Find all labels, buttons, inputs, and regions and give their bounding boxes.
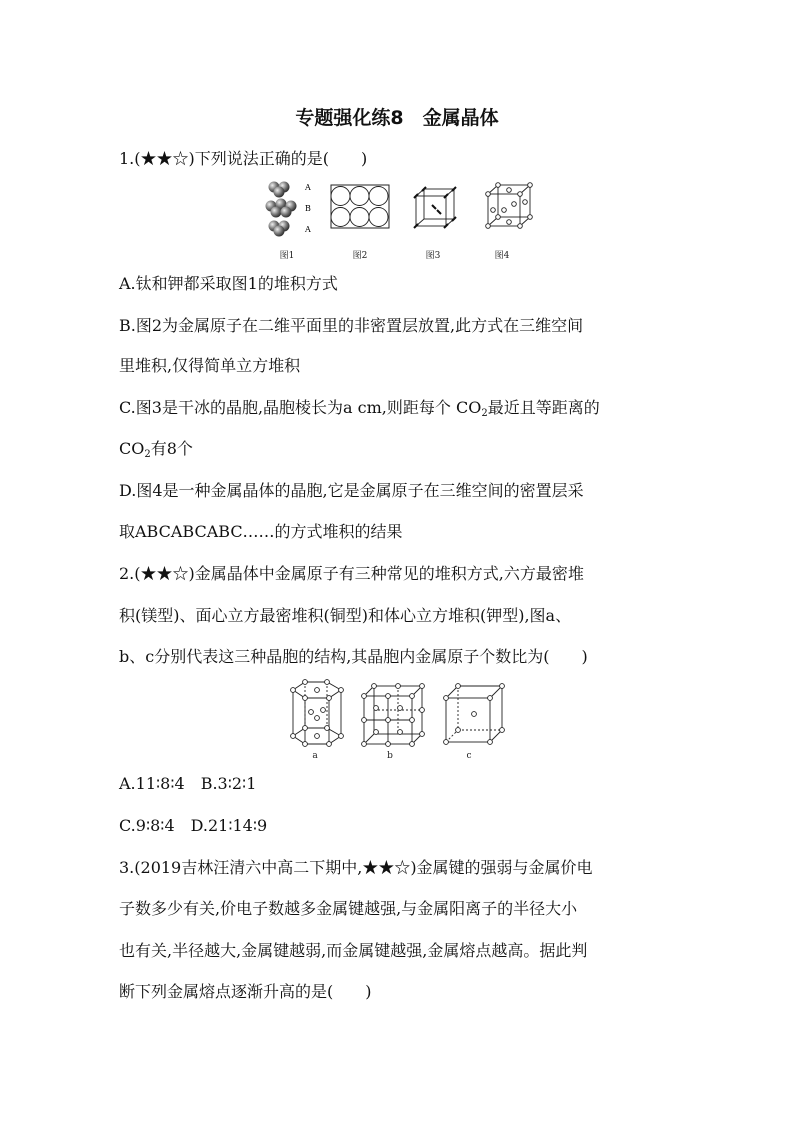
q2-figure-a-caption: a xyxy=(312,751,318,761)
q1-option-c-line2 xyxy=(119,437,193,467)
q1-figure-4 xyxy=(484,182,536,232)
sphere-layer-a-bottom xyxy=(269,221,290,237)
co2-subscript: 2 xyxy=(481,408,488,419)
option-c-line1-post: 最近且等距离的 xyxy=(487,398,600,417)
q1-figure-3 xyxy=(412,186,460,232)
q2-stem-line1: 2.(★★☆)金属晶体中金属原子有三种常见的堆积方式,六方最密堆 xyxy=(119,564,584,583)
page-title: 专题强化练8 金属晶体 xyxy=(295,107,499,129)
option-c-line1-pre: C.图3是干冰的晶胞,晶胞棱长为a cm,则距每个 CO xyxy=(119,398,482,417)
q2-stem-line2: 积(镁型)、面心立方最密堆积(铜型)和体心立方堆积(钾型),图a、 xyxy=(119,606,572,625)
q1-option-b-line2: 里堆积,仅得简单立方堆积 xyxy=(119,356,301,375)
q2-figure-a xyxy=(285,676,355,750)
q2-figure-b-caption: b xyxy=(387,751,393,761)
q3-stem-line1: 3.(2019吉林汪清六中高二下期中,★★☆)金属键的强弱与金属价电 xyxy=(119,858,593,877)
option-c-line2-pre: CO xyxy=(119,439,145,458)
sphere-layer-a-top xyxy=(269,182,290,198)
q2-figure-c-caption: c xyxy=(466,751,472,761)
layer-label-a-bottom: A xyxy=(305,225,311,234)
q2-stem-line3: b、c分别代表这三种晶胞的结构,其晶胞内金属原子个数比为( ) xyxy=(119,647,588,666)
sphere-layer-b xyxy=(266,199,297,218)
co2-subscript: 2 xyxy=(144,449,151,460)
q1-option-b-line1: B.图2为金属原子在二维平面里的非密置层放置,此方式在三维空间 xyxy=(119,316,584,335)
q1-option-d-line2: 取ABCABCABC……的方式堆积的结果 xyxy=(119,522,403,541)
layer-label-a-top: A xyxy=(305,183,311,192)
q2-figure-c xyxy=(440,682,508,748)
q1-figure-3-caption: 图3 xyxy=(425,251,441,261)
q1-option-c-line1 xyxy=(119,396,600,426)
q1-figure-4-caption: 图4 xyxy=(494,251,510,261)
q3-stem-line2: 子数多少有关,价电子数越多金属键越强,与金属阳离子的半径大小 xyxy=(119,899,578,918)
q2-options-line2: C.9∶8∶4 D.21∶14∶9 xyxy=(119,816,268,835)
q3-stem-line4: 断下列金属熔点逐渐升高的是( ) xyxy=(119,982,372,1001)
q2-figure-b xyxy=(358,680,430,750)
q1-option-a: A.钛和钾都采取图1的堆积方式 xyxy=(119,274,338,293)
option-c-line2-post: 有8个 xyxy=(150,439,193,458)
q1-option-d-line1: D.图4是一种金属晶体的晶胞,它是金属原子在三维空间的密置层采 xyxy=(119,481,584,500)
q1-figure-2-caption: 图2 xyxy=(352,251,368,261)
q1-figure-2 xyxy=(330,184,390,230)
layer-label-b: B xyxy=(305,204,311,213)
q3-stem-line3: 也有关,半径越大,金属键越弱,而金属键越强,金属熔点越高。据此判 xyxy=(119,941,588,960)
q1-figure-1 xyxy=(262,180,317,242)
q1-stem: 1.(★★☆)下列说法正确的是( ) xyxy=(119,149,368,168)
q2-options-line1: A.11∶8∶4 B.3∶2∶1 xyxy=(119,774,257,793)
q1-figure-1-caption: 图1 xyxy=(279,251,295,261)
